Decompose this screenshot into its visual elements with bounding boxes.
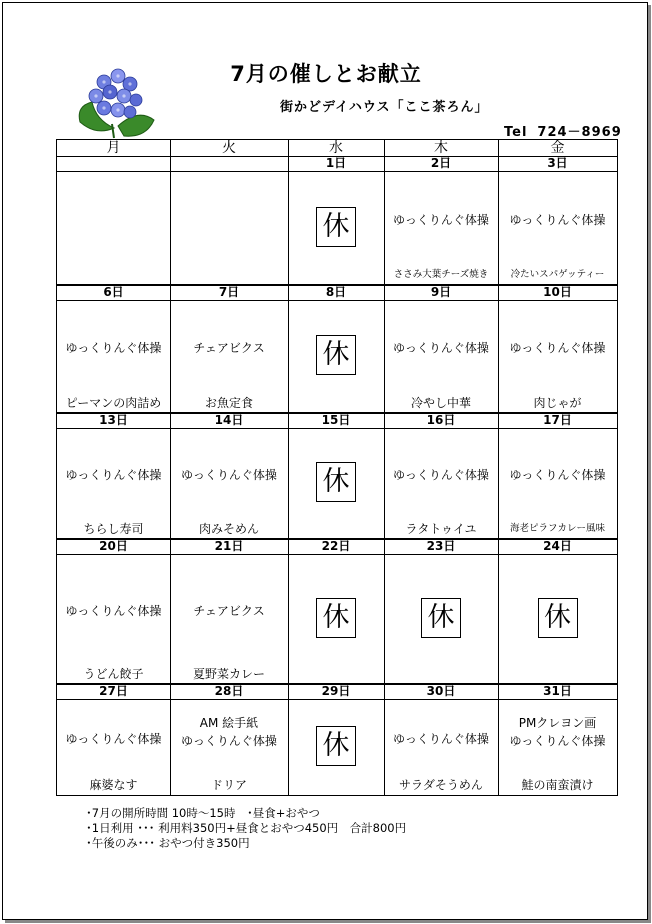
weekday-header: 木 xyxy=(434,140,448,156)
closed-mark: 休 xyxy=(316,462,356,502)
date-label: 30日 xyxy=(426,684,456,698)
row-divider xyxy=(57,554,617,555)
lunch-menu: お魚定食 xyxy=(204,396,253,410)
date-label: 17日 xyxy=(543,413,572,427)
date-label: 23日 xyxy=(426,539,456,553)
row-divider xyxy=(57,300,617,301)
date-label: 14日 xyxy=(214,413,244,427)
lunch-menu: ちらし寿司 xyxy=(83,522,144,536)
activity-label: ゆっくりんぐ体操 xyxy=(65,731,162,746)
activity-label: ゆっくりんぐ体操 xyxy=(509,212,606,227)
weekday-header: 水 xyxy=(329,140,343,156)
activity-label: ゆっくりんぐ体操 xyxy=(65,603,162,618)
note-line: ･1日利用 ･･･ 利用料350円+昼食とおやつ450円 合計800円 xyxy=(86,821,407,835)
lunch-menu: ピーマンの肉詰め xyxy=(65,396,162,410)
lunch-menu: うどん餃子 xyxy=(83,667,144,681)
activity-label: ゆっくりんぐ体操 xyxy=(509,341,606,355)
date-label: 15日 xyxy=(321,413,351,427)
lunch-menu: ドリア xyxy=(210,778,247,792)
closed-mark: 休 xyxy=(538,598,578,638)
lunch-menu: 夏野菜カレー xyxy=(192,667,265,681)
lunch-menu: 肉みそめん xyxy=(198,522,259,536)
facility-name: 街かどデイハウス「ここ茶ろん」 xyxy=(280,100,489,115)
date-label: 16日 xyxy=(426,413,456,427)
date-label: 13日 xyxy=(99,413,128,427)
date-label: 28日 xyxy=(214,684,244,698)
row-divider xyxy=(57,428,617,429)
activity-label: ゆっくりんぐ体操 xyxy=(181,734,277,748)
activity-label: チェアビクス xyxy=(193,603,265,618)
closed-mark: 休 xyxy=(316,598,356,638)
activity-label: ゆっくりんぐ体操 xyxy=(393,468,489,482)
date-label: 7日 xyxy=(218,285,240,299)
date-label: 1日 xyxy=(325,156,347,170)
tel-label: Tel xyxy=(504,125,528,140)
lunch-menu: ラタトゥイユ xyxy=(405,522,477,536)
date-label: 9日 xyxy=(430,285,452,299)
activity-label: ゆっくりんぐ体操 xyxy=(509,734,606,748)
date-label: 20日 xyxy=(99,539,128,553)
lunch-menu: 麻婆なす xyxy=(89,778,138,792)
calendar-grid xyxy=(56,139,618,796)
lunch-menu: サラダそうめん xyxy=(399,778,483,792)
date-label: 6日 xyxy=(103,285,124,299)
closed-mark: 休 xyxy=(316,726,356,766)
date-label: 21日 xyxy=(214,539,244,553)
date-label: 2日 xyxy=(430,156,452,170)
activity-label: ゆっくりんぐ体操 xyxy=(393,731,489,746)
page-title: 7月の催しとお献立 xyxy=(230,62,422,86)
activity-label: ゆっくりんぐ体操 xyxy=(65,341,162,355)
closed-mark: 休 xyxy=(421,598,461,638)
row-divider xyxy=(57,171,617,172)
date-label: 3日 xyxy=(547,156,568,170)
row-divider xyxy=(57,699,617,700)
lunch-menu: 肉じゃが xyxy=(533,396,582,410)
activity-label: チェアビクス xyxy=(193,341,265,355)
tel-number: 724－8969 xyxy=(537,125,622,140)
date-label: 24日 xyxy=(543,539,572,553)
date-label: 10日 xyxy=(543,285,572,299)
telephone xyxy=(504,121,622,140)
notes xyxy=(86,806,406,851)
activity-label: PMクレヨン画 xyxy=(518,716,597,730)
date-label: 31日 xyxy=(543,684,572,698)
activity-label: ゆっくりんぐ体操 xyxy=(393,212,489,227)
closed-mark: 休 xyxy=(316,207,356,247)
activity-label: ゆっくりんぐ体操 xyxy=(65,468,162,482)
lunch-menu: 冷やし中華 xyxy=(410,396,471,410)
activity-label: ゆっくりんぐ体操 xyxy=(509,468,606,482)
date-label: 29日 xyxy=(321,684,351,698)
closed-mark: 休 xyxy=(316,335,356,375)
note-line: ･7月の開所時間 10時～15時 ･昼食+おやつ xyxy=(86,806,320,820)
weekday-header: 月 xyxy=(106,140,121,156)
activity-label: ゆっくりんぐ体操 xyxy=(393,341,489,355)
lunch-menu: 冷たいスパゲッティー xyxy=(510,269,605,280)
lunch-menu: ささみ大葉チーズ焼き xyxy=(393,269,489,280)
lunch-menu: 海老ピラフカレー風味 xyxy=(510,523,605,534)
lunch-menu: 鮭の南蛮漬け xyxy=(521,778,594,792)
date-label: 22日 xyxy=(321,539,351,553)
activity-label: AM 絵手紙 xyxy=(199,716,259,730)
weekday-header: 金 xyxy=(550,140,565,156)
date-label: 8日 xyxy=(325,285,347,299)
activity-label: ゆっくりんぐ体操 xyxy=(181,468,277,482)
date-label: 27日 xyxy=(99,684,128,698)
weekday-header: 火 xyxy=(222,140,236,156)
note-line: ･午後のみ･･･ おやつ付き350円 xyxy=(86,836,250,850)
